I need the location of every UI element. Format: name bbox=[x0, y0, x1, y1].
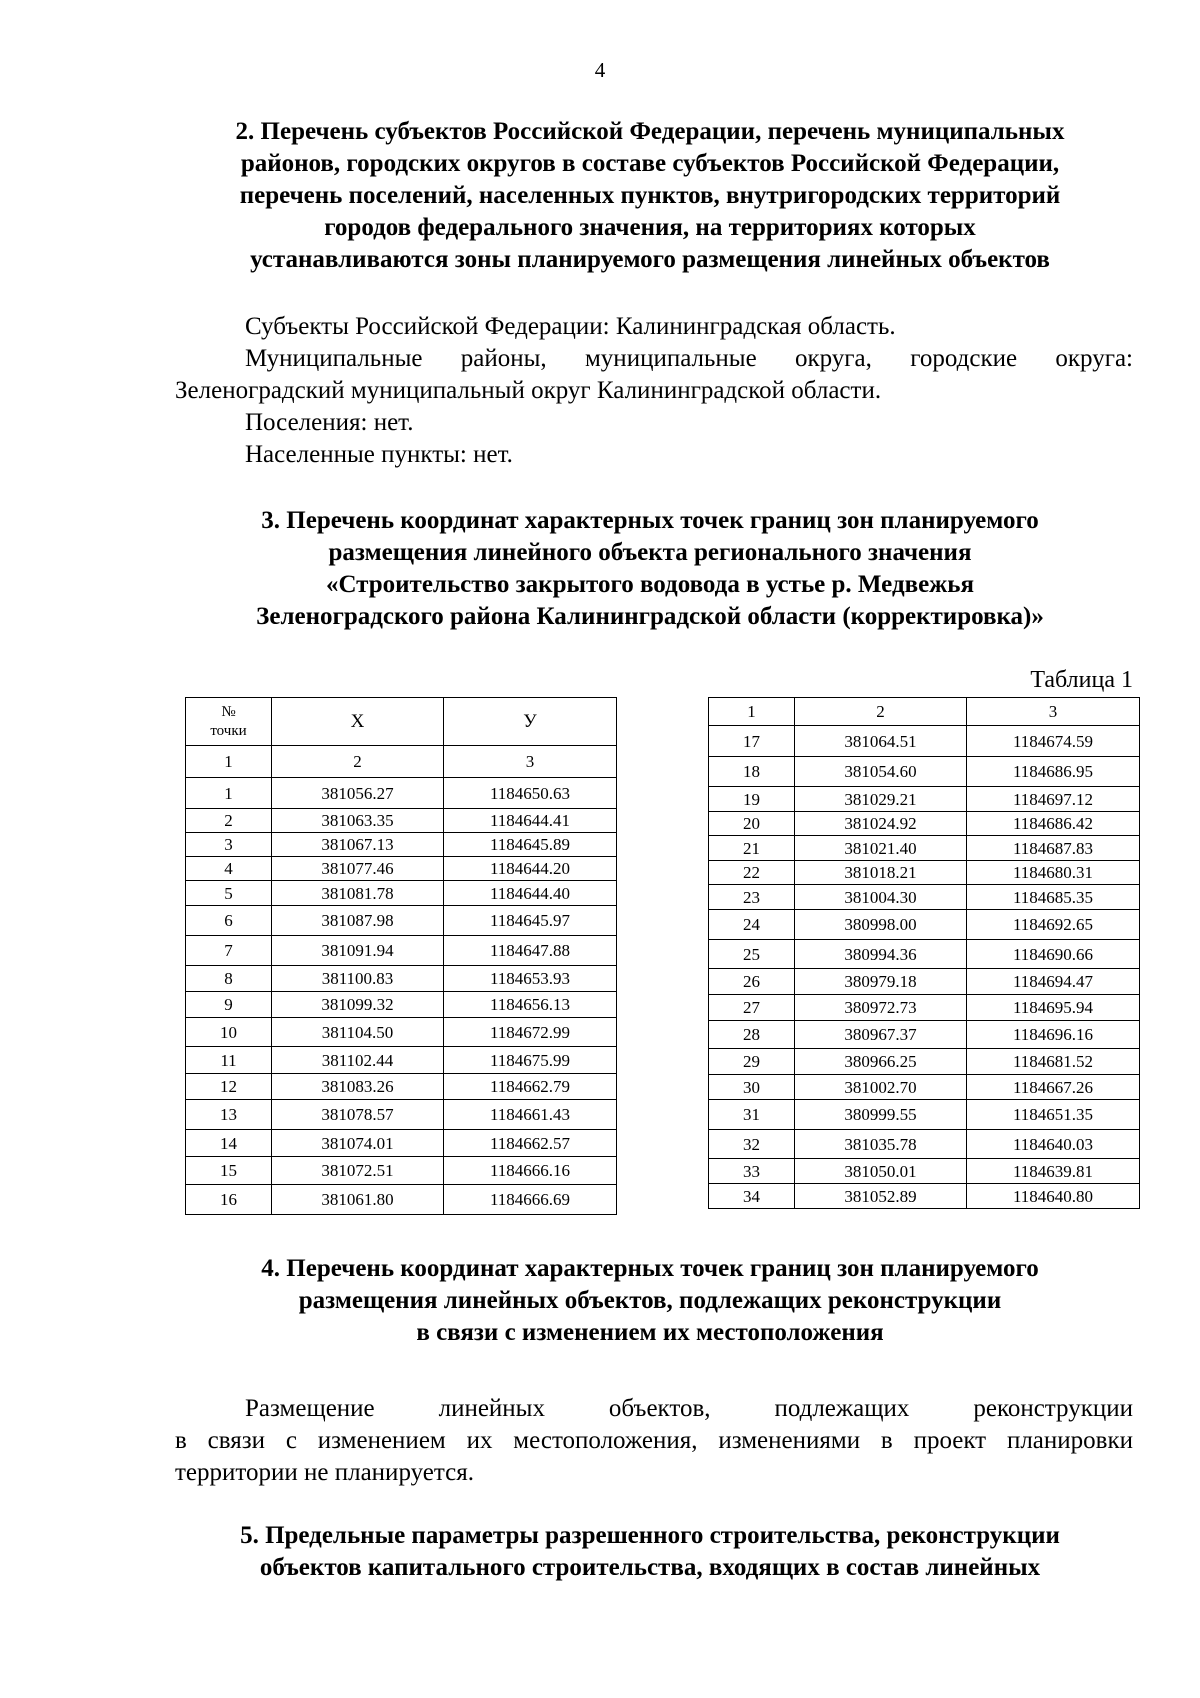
point-number-cell: 16 bbox=[186, 1185, 272, 1215]
subjects-text: Субъекты Российской Федерации: Калининградская область. bbox=[245, 313, 896, 340]
section-4-text-line: Размещение линейных объектов, подлежащих реконструкции bbox=[245, 1395, 1133, 1422]
x-coordinate-cell: 381102.44 bbox=[272, 1047, 444, 1074]
point-number-cell: 26 bbox=[709, 969, 795, 995]
y-coordinate-cell: 1184640.03 bbox=[967, 1130, 1140, 1159]
point-number-cell: 8 bbox=[186, 966, 272, 992]
x-coordinate-cell: 381002.70 bbox=[795, 1075, 967, 1100]
table-row bbox=[186, 1074, 617, 1100]
point-number-cell: 13 bbox=[186, 1100, 272, 1130]
table-row bbox=[186, 1047, 617, 1074]
y-coordinate-cell: 1184650.63 bbox=[444, 778, 617, 809]
heading-line: 2. Перечень субъектов Российской Федерации, перечень муниципальных bbox=[235, 118, 1065, 145]
localities-text: Населенные пункты: нет. bbox=[245, 441, 513, 468]
x-coordinate-cell: 380966.25 bbox=[795, 1049, 967, 1075]
x-coordinate-cell: 381056.27 bbox=[272, 778, 444, 809]
x-coordinate-cell: 381099.32 bbox=[272, 992, 444, 1018]
heading-line: 3. Перечень координат характерных точек границ зон планируемого bbox=[261, 507, 1039, 534]
column-number: 3 bbox=[444, 746, 617, 778]
y-coordinate-cell: 1184695.94 bbox=[967, 995, 1140, 1021]
table-row bbox=[186, 1130, 617, 1157]
x-coordinate-cell: 381061.80 bbox=[272, 1185, 444, 1215]
header-y: У bbox=[444, 698, 617, 746]
y-coordinate-cell: 1184680.31 bbox=[967, 861, 1140, 885]
x-coordinate-cell: 381063.35 bbox=[272, 809, 444, 833]
table-row bbox=[709, 1159, 1140, 1184]
header-x: Х bbox=[272, 698, 444, 746]
point-number-cell: 28 bbox=[709, 1021, 795, 1049]
table-row bbox=[186, 809, 617, 833]
heading-line: 4. Перечень координат характерных точек границ зон планируемого bbox=[261, 1255, 1039, 1282]
point-number-cell: 3 bbox=[186, 833, 272, 857]
y-coordinate-cell: 1184690.66 bbox=[967, 940, 1140, 969]
table-row bbox=[186, 833, 617, 857]
x-coordinate-cell: 381074.01 bbox=[272, 1130, 444, 1157]
table-row bbox=[709, 1049, 1140, 1075]
y-coordinate-cell: 1184687.83 bbox=[967, 836, 1140, 861]
municipal-text-line2: Зеленоградский муниципальный округ Калининградской области. bbox=[175, 377, 882, 404]
header-point-line1: № bbox=[221, 703, 236, 720]
x-coordinate-cell: 381104.50 bbox=[272, 1018, 444, 1047]
heading-line: в связи с изменением их местоположения bbox=[416, 1319, 884, 1346]
x-coordinate-cell: 381035.78 bbox=[795, 1130, 967, 1159]
point-number-cell: 18 bbox=[709, 757, 795, 787]
y-coordinate-cell: 1184644.40 bbox=[444, 881, 617, 906]
x-coordinate-cell: 381024.92 bbox=[795, 812, 967, 836]
point-number-cell: 9 bbox=[186, 992, 272, 1018]
column-number: 1 bbox=[709, 698, 795, 726]
column-number: 1 bbox=[186, 746, 272, 778]
point-number-cell: 33 bbox=[709, 1159, 795, 1184]
column-number-row bbox=[186, 746, 617, 778]
point-number-cell: 30 bbox=[709, 1075, 795, 1100]
x-coordinate-cell: 380972.73 bbox=[795, 995, 967, 1021]
table-row bbox=[709, 1075, 1140, 1100]
table-row bbox=[709, 995, 1140, 1021]
point-number-cell: 17 bbox=[709, 726, 795, 757]
point-number-cell: 12 bbox=[186, 1074, 272, 1100]
y-coordinate-cell: 1184640.80 bbox=[967, 1184, 1140, 1209]
section-4-text-line: в связи с изменением их местоположения, изменениями в проект планировки bbox=[175, 1427, 1133, 1454]
y-coordinate-cell: 1184645.89 bbox=[444, 833, 617, 857]
point-number-cell: 24 bbox=[709, 910, 795, 940]
point-number-cell: 5 bbox=[186, 881, 272, 906]
table-row bbox=[709, 1100, 1140, 1130]
column-number: 2 bbox=[795, 698, 967, 726]
x-coordinate-cell: 381072.51 bbox=[272, 1157, 444, 1185]
point-number-cell: 25 bbox=[709, 940, 795, 969]
point-number-cell: 15 bbox=[186, 1157, 272, 1185]
x-coordinate-cell: 380994.36 bbox=[795, 940, 967, 969]
point-number-cell: 1 bbox=[186, 778, 272, 809]
x-coordinate-cell: 381081.78 bbox=[272, 881, 444, 906]
y-coordinate-cell: 1184686.42 bbox=[967, 812, 1140, 836]
section-5-heading bbox=[175, 1520, 1125, 1584]
y-coordinate-cell: 1184666.16 bbox=[444, 1157, 617, 1185]
table-row bbox=[709, 1021, 1140, 1049]
y-coordinate-cell: 1184667.26 bbox=[967, 1075, 1140, 1100]
section-3-heading bbox=[175, 505, 1125, 633]
x-coordinate-cell: 380979.18 bbox=[795, 969, 967, 995]
point-number-cell: 22 bbox=[709, 861, 795, 885]
table-header-row bbox=[186, 698, 617, 746]
point-number-cell: 34 bbox=[709, 1184, 795, 1209]
header-point-line2: точки bbox=[210, 722, 247, 739]
point-number-cell: 6 bbox=[186, 906, 272, 936]
section-4-body bbox=[175, 1393, 1133, 1489]
y-coordinate-cell: 1184675.99 bbox=[444, 1047, 617, 1074]
table-row bbox=[186, 1018, 617, 1047]
table-row bbox=[186, 1157, 617, 1185]
point-number-cell: 7 bbox=[186, 936, 272, 966]
section-4-text-line: территории не планируется. bbox=[175, 1459, 474, 1486]
table-row bbox=[709, 726, 1140, 757]
x-coordinate-cell: 380967.37 bbox=[795, 1021, 967, 1049]
table-row bbox=[709, 836, 1140, 861]
x-coordinate-cell: 381018.21 bbox=[795, 861, 967, 885]
heading-line: городов федерального значения, на территориях которых bbox=[324, 214, 976, 241]
y-coordinate-cell: 1184696.16 bbox=[967, 1021, 1140, 1049]
x-coordinate-cell: 381054.60 bbox=[795, 757, 967, 787]
x-coordinate-cell: 381083.26 bbox=[272, 1074, 444, 1100]
x-coordinate-cell: 381004.30 bbox=[795, 885, 967, 910]
point-number-cell: 29 bbox=[709, 1049, 795, 1075]
y-coordinate-cell: 1184662.57 bbox=[444, 1130, 617, 1157]
point-number-cell: 19 bbox=[709, 787, 795, 812]
table-row bbox=[186, 992, 617, 1018]
column-number: 3 bbox=[967, 698, 1140, 726]
x-coordinate-cell: 380998.00 bbox=[795, 910, 967, 940]
point-number-cell: 32 bbox=[709, 1130, 795, 1159]
table-row bbox=[186, 1100, 617, 1130]
heading-line: размещения линейного объекта регионального значения bbox=[328, 539, 972, 566]
section-2-body bbox=[175, 311, 1133, 471]
point-number-cell: 4 bbox=[186, 857, 272, 881]
point-number-cell: 23 bbox=[709, 885, 795, 910]
y-coordinate-cell: 1184644.41 bbox=[444, 809, 617, 833]
point-number-cell: 21 bbox=[709, 836, 795, 861]
x-coordinate-cell: 381050.01 bbox=[795, 1159, 967, 1184]
column-number: 2 bbox=[272, 746, 444, 778]
x-coordinate-cell: 380999.55 bbox=[795, 1100, 967, 1130]
x-coordinate-cell: 381087.98 bbox=[272, 906, 444, 936]
y-coordinate-cell: 1184672.99 bbox=[444, 1018, 617, 1047]
point-number-cell: 11 bbox=[186, 1047, 272, 1074]
point-number-cell: 2 bbox=[186, 809, 272, 833]
y-coordinate-cell: 1184647.88 bbox=[444, 936, 617, 966]
y-coordinate-cell: 1184651.35 bbox=[967, 1100, 1140, 1130]
header-point-number bbox=[186, 698, 272, 746]
page-number: 4 bbox=[594, 58, 606, 82]
y-coordinate-cell: 1184692.65 bbox=[967, 910, 1140, 940]
coordinates-table-right bbox=[708, 697, 1140, 1209]
heading-line: устанавливаются зоны планируемого размещения линейных объектов bbox=[250, 246, 1050, 273]
y-coordinate-cell: 1184694.47 bbox=[967, 969, 1140, 995]
settlements-text: Поселения: нет. bbox=[245, 409, 414, 436]
table-row bbox=[186, 1185, 617, 1215]
table-row bbox=[709, 940, 1140, 969]
heading-line: 5. Предельные параметры разрешенного строительства, реконструкции bbox=[240, 1522, 1060, 1549]
table-row bbox=[186, 936, 617, 966]
column-number-row bbox=[709, 698, 1140, 726]
y-coordinate-cell: 1184685.35 bbox=[967, 885, 1140, 910]
table-row bbox=[709, 787, 1140, 812]
y-coordinate-cell: 1184666.69 bbox=[444, 1185, 617, 1215]
table-row bbox=[709, 910, 1140, 940]
heading-line: «Строительство закрытого водовода в устье р. Медвежья bbox=[325, 571, 975, 598]
point-number-cell: 27 bbox=[709, 995, 795, 1021]
coordinates-table-left bbox=[185, 697, 617, 1215]
y-coordinate-cell: 1184653.93 bbox=[444, 966, 617, 992]
heading-line: объектов капитального строительства, входящих в состав линейных bbox=[259, 1554, 1041, 1581]
x-coordinate-cell: 381100.83 bbox=[272, 966, 444, 992]
section-4-heading bbox=[175, 1253, 1125, 1349]
x-coordinate-cell: 381091.94 bbox=[272, 936, 444, 966]
table-row bbox=[186, 906, 617, 936]
table-row bbox=[709, 861, 1140, 885]
table-row bbox=[709, 1130, 1140, 1159]
y-coordinate-cell: 1184656.13 bbox=[444, 992, 617, 1018]
y-coordinate-cell: 1184686.95 bbox=[967, 757, 1140, 787]
y-coordinate-cell: 1184645.97 bbox=[444, 906, 617, 936]
table-row bbox=[186, 778, 617, 809]
y-coordinate-cell: 1184639.81 bbox=[967, 1159, 1140, 1184]
x-coordinate-cell: 381077.46 bbox=[272, 857, 444, 881]
table-row bbox=[186, 881, 617, 906]
point-number-cell: 20 bbox=[709, 812, 795, 836]
table-row bbox=[709, 885, 1140, 910]
table-row bbox=[709, 1184, 1140, 1209]
x-coordinate-cell: 381029.21 bbox=[795, 787, 967, 812]
heading-line: районов, городских округов в составе субъектов Российской Федерации, bbox=[240, 150, 1060, 177]
table-row bbox=[709, 757, 1140, 787]
point-number-cell: 10 bbox=[186, 1018, 272, 1047]
table-row bbox=[709, 812, 1140, 836]
x-coordinate-cell: 381078.57 bbox=[272, 1100, 444, 1130]
y-coordinate-cell: 1184681.52 bbox=[967, 1049, 1140, 1075]
y-coordinate-cell: 1184697.12 bbox=[967, 787, 1140, 812]
table-caption: Таблица 1 bbox=[1030, 667, 1133, 693]
x-coordinate-cell: 381064.51 bbox=[795, 726, 967, 757]
heading-line: размещения линейных объектов, подлежащих реконструкции bbox=[298, 1287, 1002, 1314]
y-coordinate-cell: 1184674.59 bbox=[967, 726, 1140, 757]
municipal-text-line1: Муниципальные районы, муниципальные округа, городские округа: bbox=[245, 345, 1133, 372]
point-number-cell: 31 bbox=[709, 1100, 795, 1130]
point-number-cell: 14 bbox=[186, 1130, 272, 1157]
y-coordinate-cell: 1184644.20 bbox=[444, 857, 617, 881]
table-row bbox=[186, 857, 617, 881]
table-row bbox=[709, 969, 1140, 995]
y-coordinate-cell: 1184661.43 bbox=[444, 1100, 617, 1130]
y-coordinate-cell: 1184662.79 bbox=[444, 1074, 617, 1100]
heading-line: перечень поселений, населенных пунктов, внутригородских территорий bbox=[239, 182, 1061, 209]
section-2-heading bbox=[175, 116, 1125, 276]
x-coordinate-cell: 381067.13 bbox=[272, 833, 444, 857]
table-row bbox=[186, 966, 617, 992]
heading-line: Зеленоградского района Калининградской области (корректировка)» bbox=[256, 603, 1044, 630]
x-coordinate-cell: 381052.89 bbox=[795, 1184, 967, 1209]
x-coordinate-cell: 381021.40 bbox=[795, 836, 967, 861]
